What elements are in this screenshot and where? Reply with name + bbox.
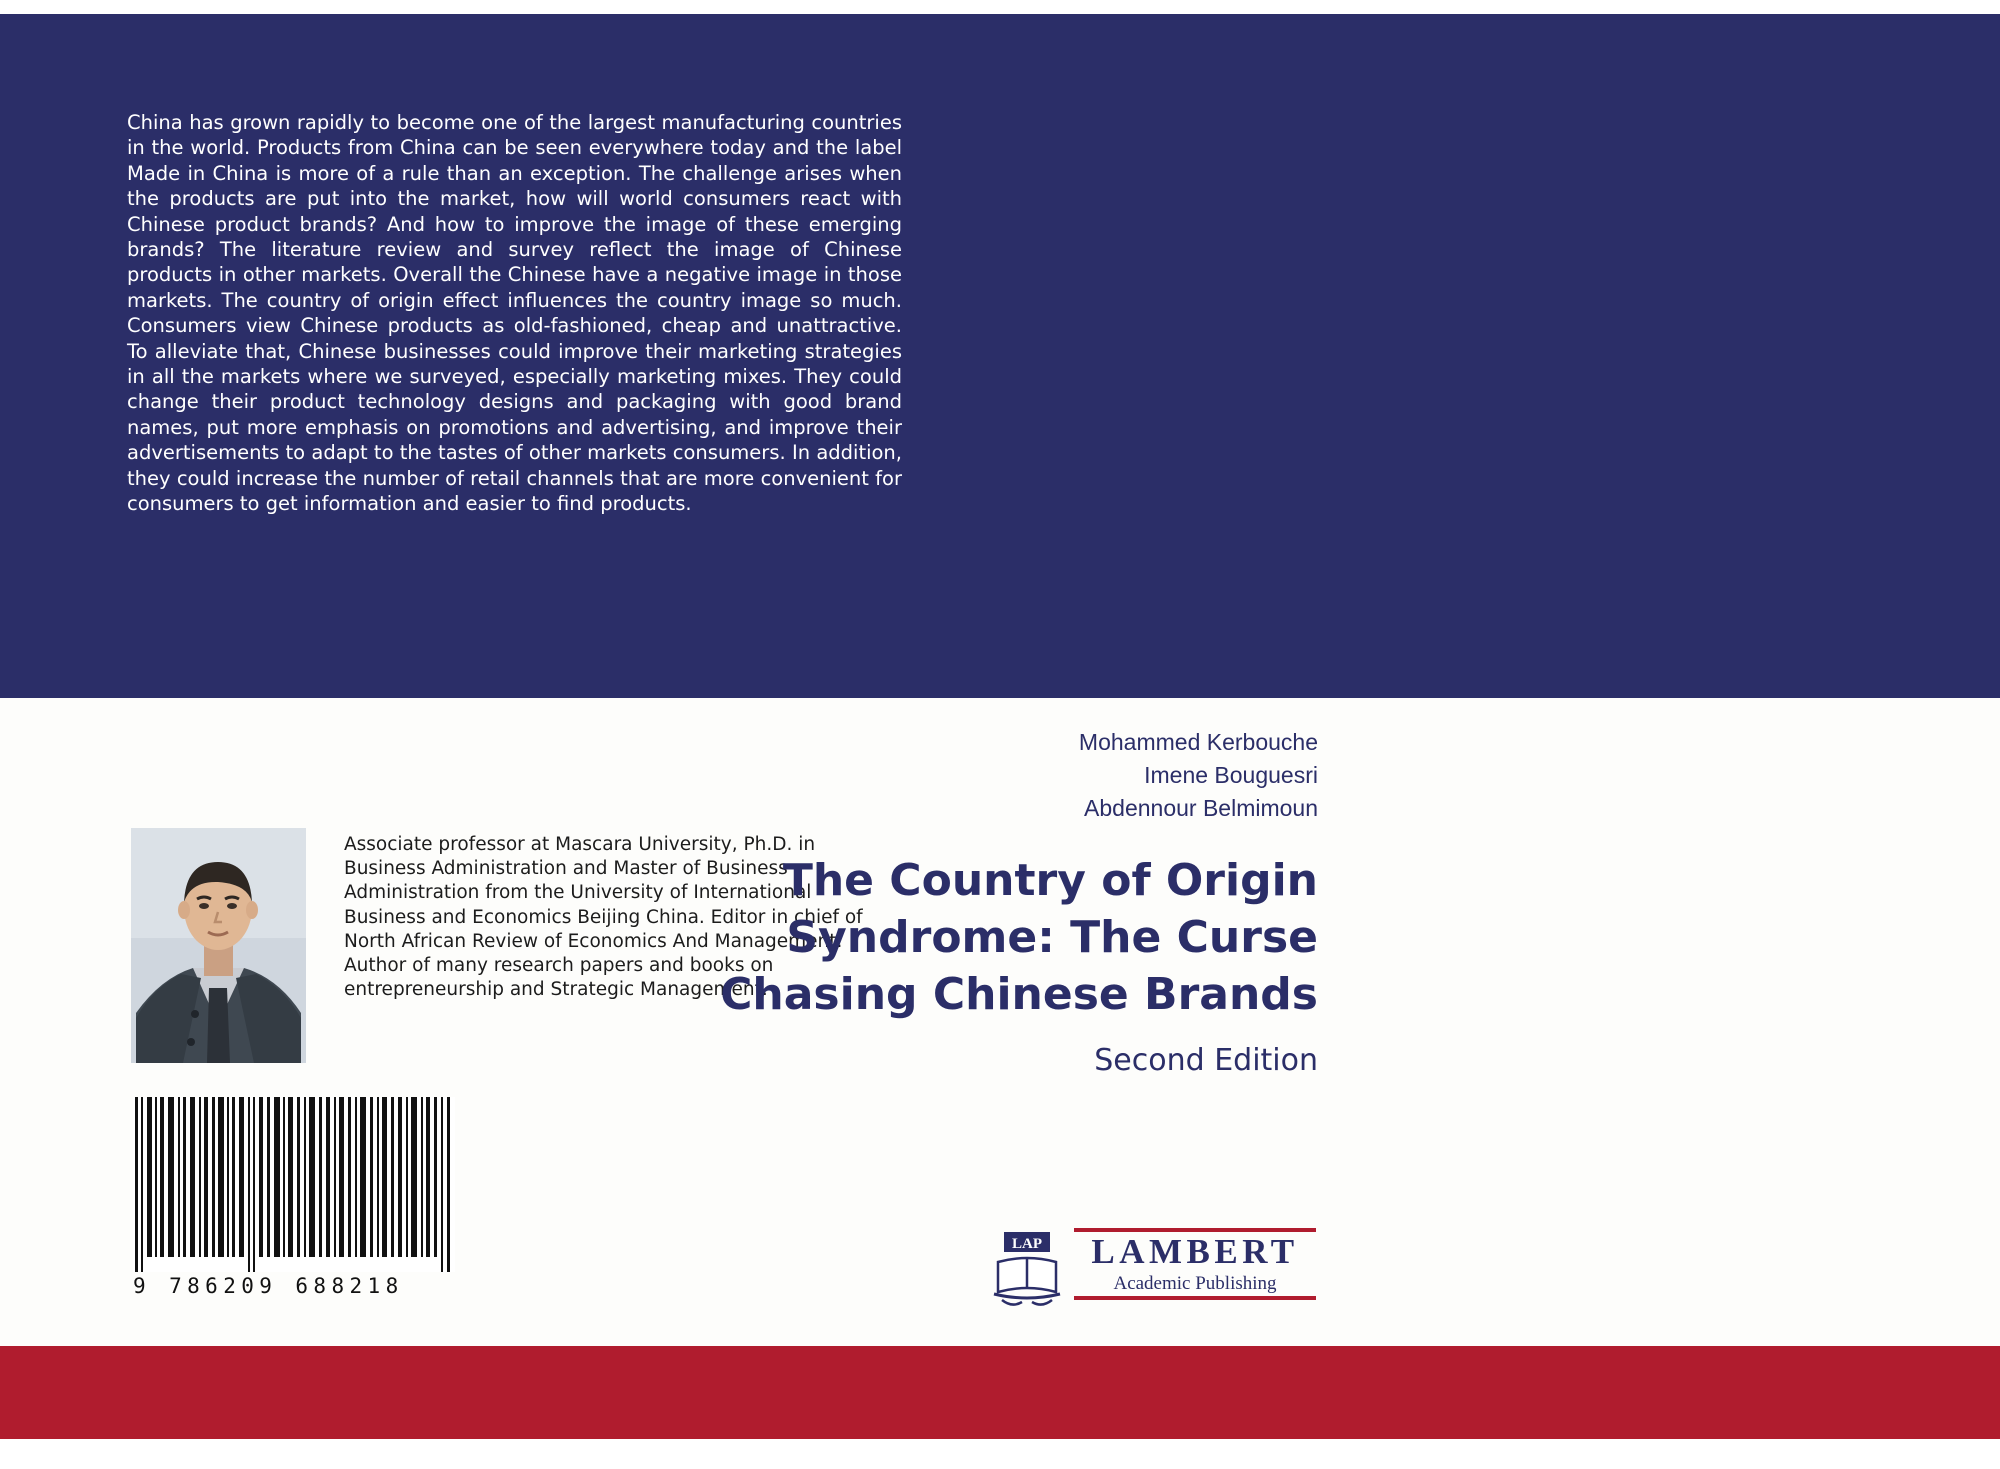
- top-white-margin: [0, 0, 2000, 14]
- barcode: [133, 1097, 463, 1298]
- publisher-rule-bottom: [1074, 1296, 1316, 1300]
- edition-label: Second Edition: [1094, 1043, 1318, 1078]
- publisher-name: LAMBERT: [1091, 1232, 1299, 1271]
- bottom-red-band: [0, 1346, 2000, 1439]
- author-name-2: Imene Bouguesri: [1144, 762, 1318, 788]
- book-title-line-1: The Country of Origin: [782, 855, 1318, 906]
- barcode-digits: 9 786209 688218: [133, 1274, 404, 1298]
- author-biography: Associate professor at Mascara University, Ph.D. in Business Administration and Master of Business Administration from the University of International Business and Economics Beijing China. Editor in chief of North African Review of Economics And Management. Author of many research papers and books on entrepreneurship and Strategic Management.: [344, 834, 863, 1001]
- publisher-logo: [988, 1228, 1318, 1316]
- svg-text:LAP: LAP: [1012, 1236, 1042, 1252]
- publisher-wordmark: [1074, 1228, 1316, 1300]
- book-title: [558, 852, 1318, 1023]
- author-list: [598, 726, 1318, 825]
- barcode-bars: [133, 1097, 455, 1272]
- lap-mark-icon: [988, 1230, 1066, 1310]
- bottom-white-margin: [0, 1439, 2000, 1469]
- back-cover-blurb: China has grown rapidly to become one of the largest manufacturing countries in the world. Products from China can be seen everywhere today and the label Made in China is more of a rule than an exception. The challenge arises when the products are put into the market, how will world consumers react with Chinese product brands? And how to improve the image of these emerging brands? The literature review and survey reflect the image of Chinese products in other markets. Overall the Chinese have a negative image in those markets. The country of origin effect influences the country image so much. Consumers view Chinese products as old-fashioned, cheap and unattractive. To alleviate that, Chinese businesses could improve their marketing strategies in all the markets where we surveyed, especially marketing mixes. They could change their product technology designs and packaging with good brand names, put more emphasis on promotions and advertising, and improve their advertisements to adapt to the tastes of other markets consumers. In addition, they could increase the number of retail channels that are more convenient for consumers to get information and easier to find products.: [127, 111, 902, 516]
- book-title-line-2: Syndrome: The Curse: [786, 912, 1318, 963]
- author-name-3: Abdennour Belmimoun: [1084, 795, 1318, 821]
- author-name-1: Mohammed Kerbouche: [1078, 729, 1318, 755]
- publisher-subtitle: Academic Publishing: [1113, 1273, 1277, 1294]
- author-photo: [131, 828, 306, 1063]
- book-title-line-3: Chasing Chinese Brands: [720, 969, 1318, 1020]
